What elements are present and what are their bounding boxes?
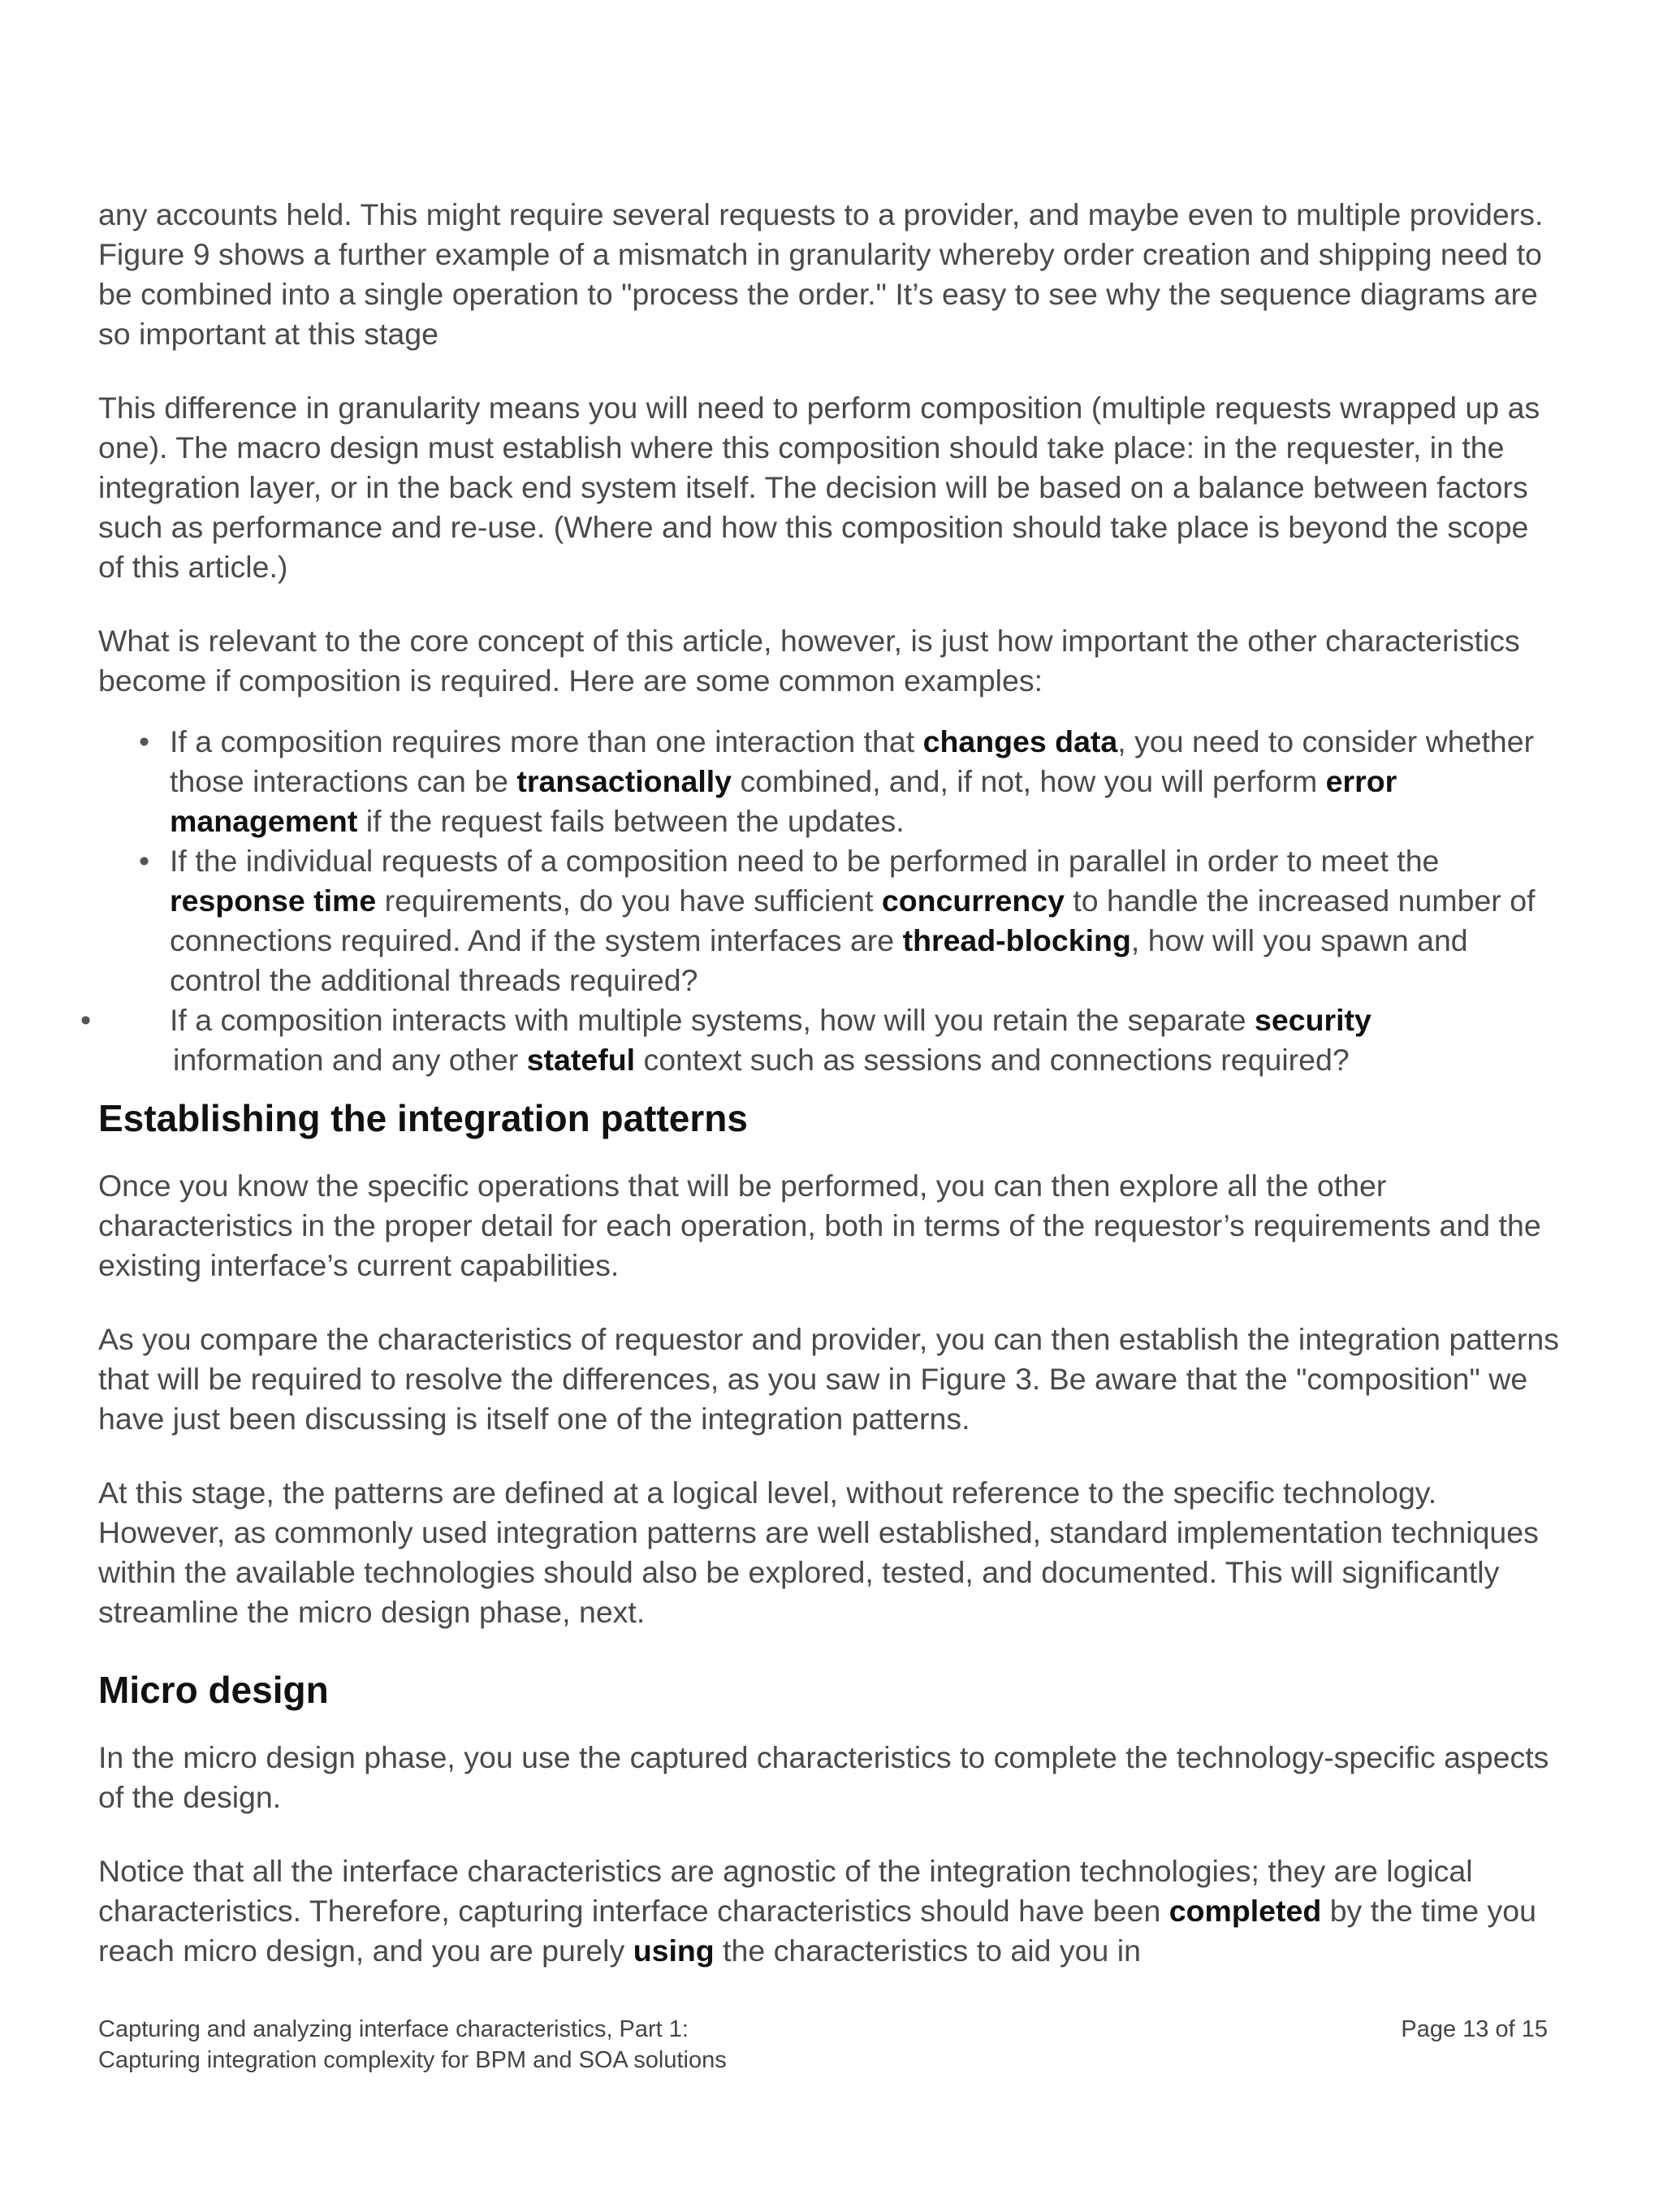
examples-list	[80, 722, 1560, 1080]
keyword-security: security	[1255, 1003, 1371, 1037]
paragraph-micro-design-phase: In the micro design phase, you use the captured characteristics to complete the technology-specific aspects of the design.	[98, 1740, 1549, 1814]
paragraph-characteristics-intro: What is relevant to the core concept of this article, however, is just how important the other characteristics become if composition is required. Here are some common examples:	[98, 624, 1520, 698]
paragraph-logical-level: At this stage, the patterns are defined at a logical level, without reference to the specific technology. However, as commonly used integration patterns are well established, standard implementation techniques within the available technologies should also be explored, tested, and documented. This will significantly streamline the micro design phase, next.	[98, 1475, 1539, 1629]
paragraph-agnostic-characteristics: Notice that all the interface characteristics are agnostic of the integration technologies; they are logical characteristics. Therefore, capturing interface characteristics should have been completed by the time you reach micro design, and you are purely using the characteristics to aid you in	[98, 1854, 1536, 1968]
heading-micro-design: Micro design	[98, 1669, 329, 1711]
heading-integration-patterns: Establishing the integration patterns	[98, 1097, 748, 1139]
keyword-completed: completed	[1168, 1894, 1322, 1928]
footer-title-line1: Capturing and analyzing interface characteristics, Part 1:	[98, 2016, 689, 2042]
keyword-thread-blocking: thread-blocking	[902, 923, 1131, 957]
keyword-transactionally: transactionally	[516, 764, 732, 798]
keyword-concurrency: concurrency	[881, 884, 1065, 918]
page-footer	[98, 2014, 1560, 2076]
footer-title-line2: Capturing integration complexity for BPM and SOA solutions	[98, 2047, 727, 2073]
keyword-stateful: stateful	[526, 1043, 636, 1077]
keyword-response-time: response time	[170, 884, 377, 918]
page-number: Page 13 of 15	[1401, 2016, 1548, 2042]
paragraph-specific-operations: Once you know the specific operations that will be performed, you can then explore all the other characteristics in the proper detail for each operation, both in terms of the requestor’s requirements and the existing interface’s current capabilities.	[98, 1169, 1541, 1282]
paragraph-compare-characteristics: As you compare the characteristics of requestor and provider, you can then establish the integration patterns that will be required to resolve the differences, as you saw in Figure 3. Be aware that the "composition" we have just been discussing is itself one of the integration patterns.	[98, 1322, 1559, 1436]
bullet-icon: •	[80, 1003, 92, 1037]
paragraph-composition: This difference in granularity means you will need to perform composition (multiple requests wrapped up as one). The macro design must establish where this composition should take place: in the requester, in the integration layer, or in the back end system itself. The decision will be based on a balance between factors such as performance and re-use. (Where and how this composition should take place is beyond the scope of this article.)	[98, 391, 1540, 584]
document-page	[80, 195, 1560, 2005]
keyword-changes-data: changes data	[922, 724, 1118, 758]
list-item: • If a composition requires more than one interaction that changes data, you need to consider whether those interactions can be transactionally combined, and, if not, how you will perform error management if the request fails between the updates.	[98, 722, 1560, 841]
keyword-using: using	[633, 1933, 715, 1968]
list-item: • If a composition interacts with multiple systems, how will you retain the separate security information and any other stateful context such as sessions and connections required?	[98, 1000, 1560, 1080]
bullet-icon: •	[139, 724, 150, 758]
paragraph-granularity-example: any accounts held. This might require several requests to a provider, and maybe even to multiple providers. Figure 9 shows a further example of a mismatch in granularity whereby order creation and shipping need to be combined into a single operation to "process the order." It’s easy to see why the sequence diagrams are so important at this stage	[98, 197, 1544, 351]
keyword-error-management: error management	[170, 764, 1397, 838]
list-item: • If the individual requests of a composition need to be performed in parallel in order to meet the response time requirements, do you have sufficient concurrency to handle the increased number of connections required. And if the system interfaces are thread-blocking, how will you spawn and control the additional threads required?	[98, 841, 1560, 1000]
bullet-icon: •	[139, 844, 150, 878]
